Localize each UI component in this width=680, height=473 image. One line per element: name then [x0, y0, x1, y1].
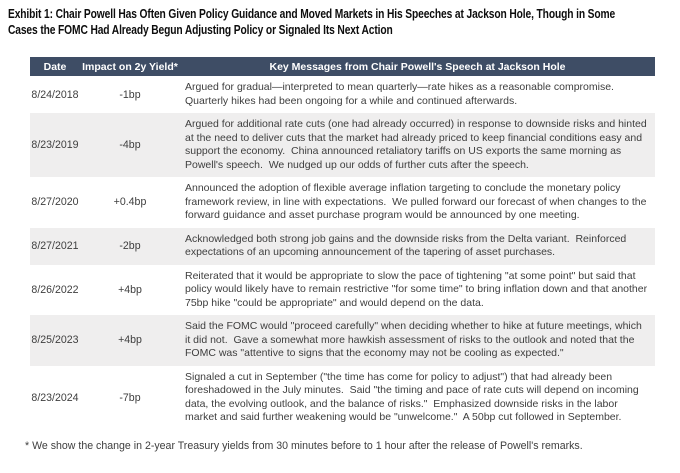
speech-message: Argued for gradual—interpreted to mean quarterly—rate hikes as a reasonable compromise. Quarterly hikes had been ongoing for a while and continued afterwards.: [185, 81, 620, 107]
exhibit-title: [8, 7, 680, 38]
footnote: * We show the change in 2-year Treasury yields from 30 minutes before to 1 hour after the release of Powell's remarks.: [25, 439, 583, 452]
speech-message: Reiterated that it would be appropriate to slow the pace of tightening "at some point" but said that policy would likely have to remain restrictive "for some time" to bring inflation down and that another 75bp hike "could be appropriate" and would depend on the data.: [185, 269, 651, 309]
table-row: [30, 366, 655, 430]
yield-impact: +0.4bp: [113, 196, 147, 209]
yield-impact: -4bp: [119, 139, 141, 151]
speech-date: 8/26/2022: [31, 283, 79, 296]
speech-message: Said the FOMC would "proceed carefully" when deciding whether to hike at future meetings, which it did not. Gave a somewhat more hawkish assessment of risks to the outlook and noted that the FOMC was "attentive to signs that the economy may not be cooling as expected.": [185, 320, 645, 359]
yield-impact: +4bp: [118, 334, 142, 347]
table-row: [30, 315, 655, 366]
speech-date: 8/24/2018: [31, 88, 79, 101]
speech-table-body: [30, 76, 655, 430]
speech-date: 8/23/2019: [31, 139, 79, 151]
table-row: [30, 177, 655, 228]
table-header-row: [30, 57, 655, 76]
speech-message: Announced the adoption of flexible average inflation targeting to conclude the monetary policy framework review, in line with expectations. We pulled forward our forecast of when changes to the forward guidance and asset purchase program would be announced by one meeting.: [185, 182, 650, 221]
col-header-messages-label: Key Messages from Chair Powell's Speech at Jackson Hole: [269, 61, 566, 73]
table-row: [30, 113, 655, 177]
yield-impact: -1bp: [119, 88, 141, 101]
col-header-date: [30, 57, 80, 76]
yield-impact: +4bp: [118, 283, 142, 296]
table-row: [30, 228, 655, 265]
yield-impact: -2bp: [119, 240, 141, 252]
speech-date: 8/27/2020: [31, 196, 79, 209]
speech-table: [30, 57, 655, 430]
col-header-date-label: Date: [43, 61, 67, 73]
speech-date: 8/23/2024: [31, 391, 79, 404]
exhibit-title-line-2: Cases the FOMC Had Already Begun Adjusting Policy or Signaled Its Next Action: [8, 22, 393, 37]
exhibit-title-line-1: Exhibit 1: Chair Powell Has Often Given Policy Guidance and Moved Markets in His Speeches at Jackson Hole, Though in Some: [8, 7, 616, 21]
col-header-messages: [180, 57, 655, 76]
speech-table-container: [30, 57, 655, 430]
speech-message: Acknowledged both strong job gains and the downside risks from the Delta variant. Reinforced expectations of an upcoming announcement of the tapering of asset purchases.: [185, 232, 630, 258]
yield-impact: -7bp: [119, 391, 141, 404]
speech-message: Signaled a cut in September ("the time has come for policy to adjust") that had already been foreshadowed in the July minutes. Said "the timing and pace of rate cuts will depend on incoming data, the evolving outlook, and the balance of risks." Emphasized downside risks in the labor market and said further weakening would be "unwelcome." A 50bp cut followed in September.: [185, 370, 642, 423]
speech-message: Argued for additional rate cuts (one had already occurred) in response to downside risks and hinted at the need to deliver cuts that the market had already priced to keep financial conditions easy and support the economy. China announced retaliatory tariffs on US exports the same morning as Powell's speech. We nudged up our odds of further cuts after the speech.: [185, 118, 650, 171]
table-row: [30, 265, 655, 316]
speech-date: 8/27/2021: [31, 240, 79, 252]
speech-date: 8/25/2023: [31, 334, 79, 347]
table-row: [30, 76, 655, 113]
col-header-impact-label: Impact on 2y Yield*: [82, 61, 178, 73]
col-header-impact: [80, 57, 180, 76]
